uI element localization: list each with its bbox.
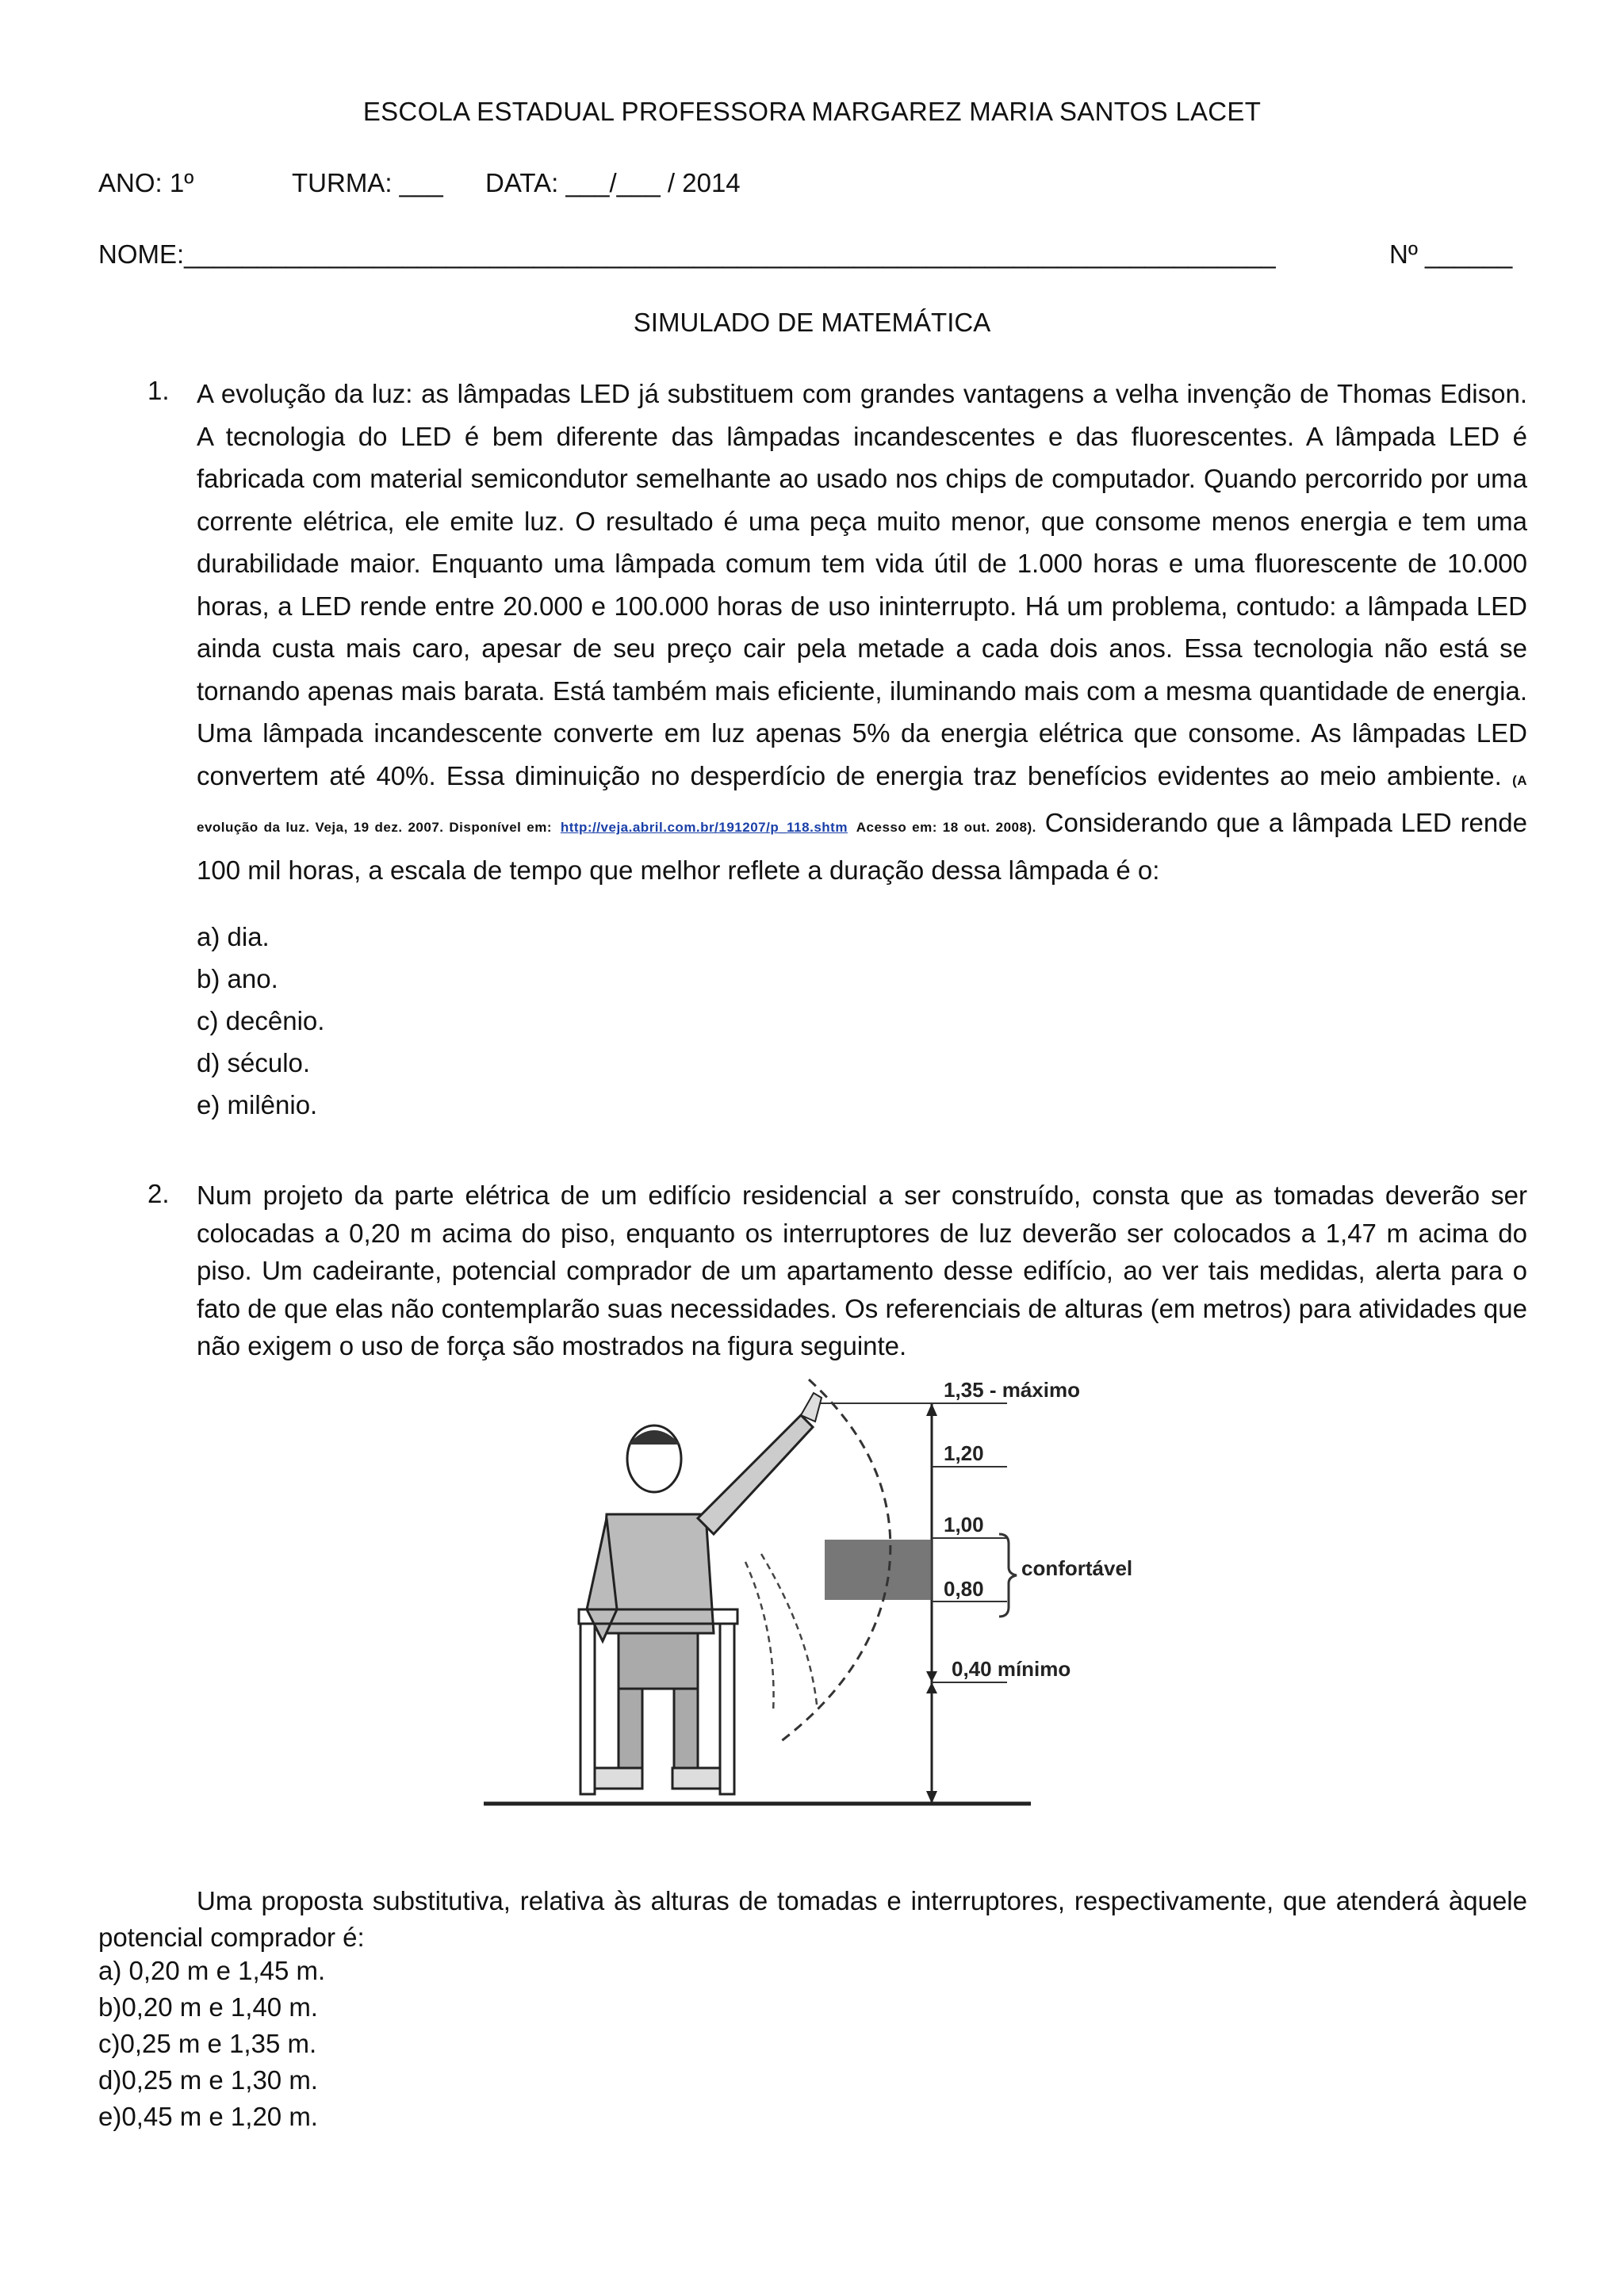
label-min: 0,40 mínimo bbox=[952, 1657, 1071, 1681]
q2-option-c[interactable]: c)0,25 m e 1,35 m. bbox=[98, 2029, 317, 2058]
exam-title: SIMULADO DE MATEMÁTICA bbox=[633, 308, 991, 337]
label-comfort: confortável bbox=[1021, 1556, 1133, 1580]
q2-option-b[interactable]: b)0,20 m e 1,40 m. bbox=[98, 1992, 318, 2022]
arrow-top bbox=[926, 1403, 937, 1416]
person-legs bbox=[619, 1633, 698, 1689]
wheelchair-height-figure bbox=[476, 1372, 1158, 1823]
q2-option-a[interactable]: a) 0,20 m e 1,45 m. bbox=[98, 1956, 326, 1985]
question-1-number: 1. bbox=[147, 376, 170, 405]
label-100: 1,00 bbox=[944, 1513, 984, 1536]
question-1-text: A evolução da luz: as lâmpadas LED já substituem com grandes vantagens a velha invenção de Thomas Edison. A tecnologia do LED é bem diferente das lâmpadas incandescentes e das fluorescentes. A lâmpada LED é fabricada com material semicondutor semelhante ao usado nos chips de computador. Quando percorrido por uma corrente elétrica, ele emite luz. O resultado é uma peça muito menor, que consome menos energia e tem uma durabilidade maior. Enquanto uma lâmpada comum tem vida útil de 1.000 horas e uma fluorescente de 10.000 horas, a LED rende entre 20.000 e 100.000 horas de uso ininterrupto. Há um problema, contudo: a lâmpada LED ainda custa mais caro, apesar de seu preço cair pela metade a cada dois anos. Essa tecnologia não está se tornando apenas mais barata. Está também mais eficiente, iluminando mais com a mesma quantidade de energia. Uma lâmpada incandescente converte em luz apenas 5% da energia elétrica que consome. As lâmpadas LED convertem até 40%. Essa diminuição no desperdício de energia traz benefícios evidentes ao meio ambiente. bbox=[197, 379, 1527, 790]
q2-option-d[interactable]: d)0,25 m e 1,30 m. bbox=[98, 2065, 318, 2095]
citation-link[interactable]: http://veja.abril.com.br/191207/p_118.shtm bbox=[560, 820, 848, 835]
date-field: DATA: ___/___ / 2014 bbox=[485, 168, 741, 197]
label-080: 0,80 bbox=[944, 1577, 984, 1601]
q1-option-d[interactable]: d) século. bbox=[197, 1048, 311, 1077]
q1-option-a[interactable]: a) dia. bbox=[197, 922, 270, 951]
label-120: 1,20 bbox=[944, 1441, 984, 1465]
citation-access: Acesso em: 18 out. 2008). bbox=[856, 820, 1036, 835]
question-1-prompt: Considerando que a lâmpada LED rende 100 mil horas, a escala de tempo que melhor reflete a duração dessa lâmpada é o: bbox=[197, 808, 1527, 885]
q2-option-e[interactable]: e)0,45 m e 1,20 m. bbox=[98, 2102, 318, 2131]
label-135: 1,35 - máximo bbox=[944, 1378, 1080, 1402]
q1-option-b[interactable]: b) ano. bbox=[197, 964, 278, 993]
raised-arm bbox=[698, 1415, 813, 1534]
school-name: ESCOLA ESTADUAL PROFESSORA MARGAREZ MARIA SANTOS LACET bbox=[362, 97, 1262, 126]
name-field: NOME:___________________________________________________________________________ bbox=[98, 239, 1276, 269]
comfort-brace bbox=[999, 1534, 1017, 1617]
proposal-text: Uma proposta substitutiva, relativa às alturas de tomadas e interruptores, respectivamente, que atenderá àquele potencial comprador é: bbox=[98, 1886, 1527, 1952]
q1-option-c[interactable]: c) decênio. bbox=[197, 1006, 325, 1035]
class-field: TURMA: ___ bbox=[292, 168, 443, 197]
q1-option-e[interactable]: e) milênio. bbox=[197, 1090, 318, 1119]
question-1-body bbox=[197, 373, 1527, 891]
question-1-citation: (A evolução da luz. Veja, 19 dez. 2007. Disponível em: bbox=[197, 772, 1528, 835]
comfort-zone bbox=[825, 1540, 932, 1600]
question-2-text: Num projeto da parte elétrica de um edifício residencial a ser construído, consta que as tomadas deverão ser colocadas a 0,20 m acima do piso, enquanto os interruptores de luz deverão ser colocados a 1,47 m acima do piso. Um cadeirante, potencial comprador de um apartamento desse edifício, ao ver tais medidas, alerta para o fato de que elas não contemplarão suas necessidades. Os referenciais de alturas (em metros) para atividades que não exigem o uso de força são mostrados na figura seguinte. bbox=[197, 1181, 1527, 1360]
question-2-number: 2. bbox=[147, 1179, 170, 1208]
year-field: ANO: 1º bbox=[98, 168, 194, 197]
number-field: Nº ______ bbox=[1389, 239, 1513, 269]
person-torso bbox=[599, 1514, 714, 1633]
